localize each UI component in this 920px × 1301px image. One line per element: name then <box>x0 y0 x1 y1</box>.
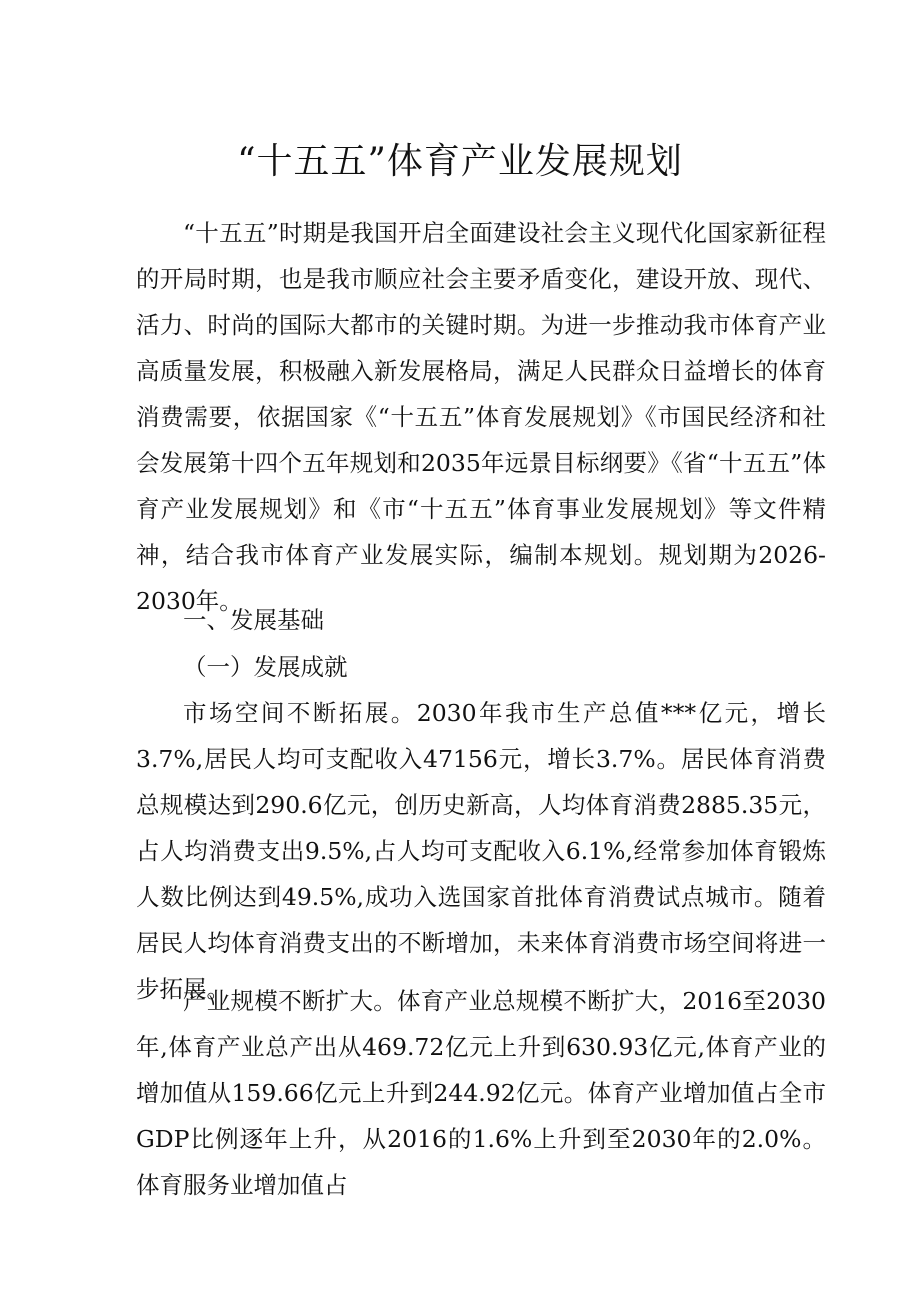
intro-paragraph: “十五五”时期是我国开启全面建设社会主义现代化国家新征程的开局时期，也是我市顺应社会主要矛盾变化，建设开放、现代、活力、时尚的国际大都市的关键时期。为进一步推动我市体育产业高质量发展，积极融入新发展格局，满足人民群众日益增长的体育消费需要，依据国家《“十五五”体育发展规划》《市国民经济和社会发展第十四个五年规划和2035年远景目标纲要》《省“十五五”体育产业发展规划》和《市“十五五”体育事业发展规划》等文件精神，结合我市体育产业发展实际，编制本规划。规划期为2026-2030年。 <box>136 219 826 615</box>
section-heading-foundation: 一、发展基础 <box>183 606 324 634</box>
industry-paragraph: 产业规模不断扩大。体育产业总规模不断扩大，2016至2030年,体育产业总产出从469.72亿元上升到630.93亿元,体育产业的增加值从159.66亿元上升到244.92亿元。体育产业增加值占全市GDP比例逐年上升，从2016的1.6%上升到至2030年的2.0%。体育服务业增加值占 <box>136 987 826 1199</box>
document-title: “十五五”体育产业发展规划 <box>237 141 683 183</box>
subsection-heading-achievements: （一）发展成就 <box>183 653 348 681</box>
market-paragraph: 市场空间不断拓展。2030年我市生产总值***亿元，增长3.7%,居民人均可支配收入47156元，增长3.7%。居民体育消费总规模达到290.6亿元，创历史新高，人均体育消费2885.35元，占人均消费支出9.5%,占人均可支配收入6.1%,经常参加体育锻炼人数比例达到49.5%,成功入选国家首批体育消费试点城市。随着居民人均体育消费支出的不断增加，未来体育消费市场空间将进一步拓展。 <box>136 699 826 1003</box>
